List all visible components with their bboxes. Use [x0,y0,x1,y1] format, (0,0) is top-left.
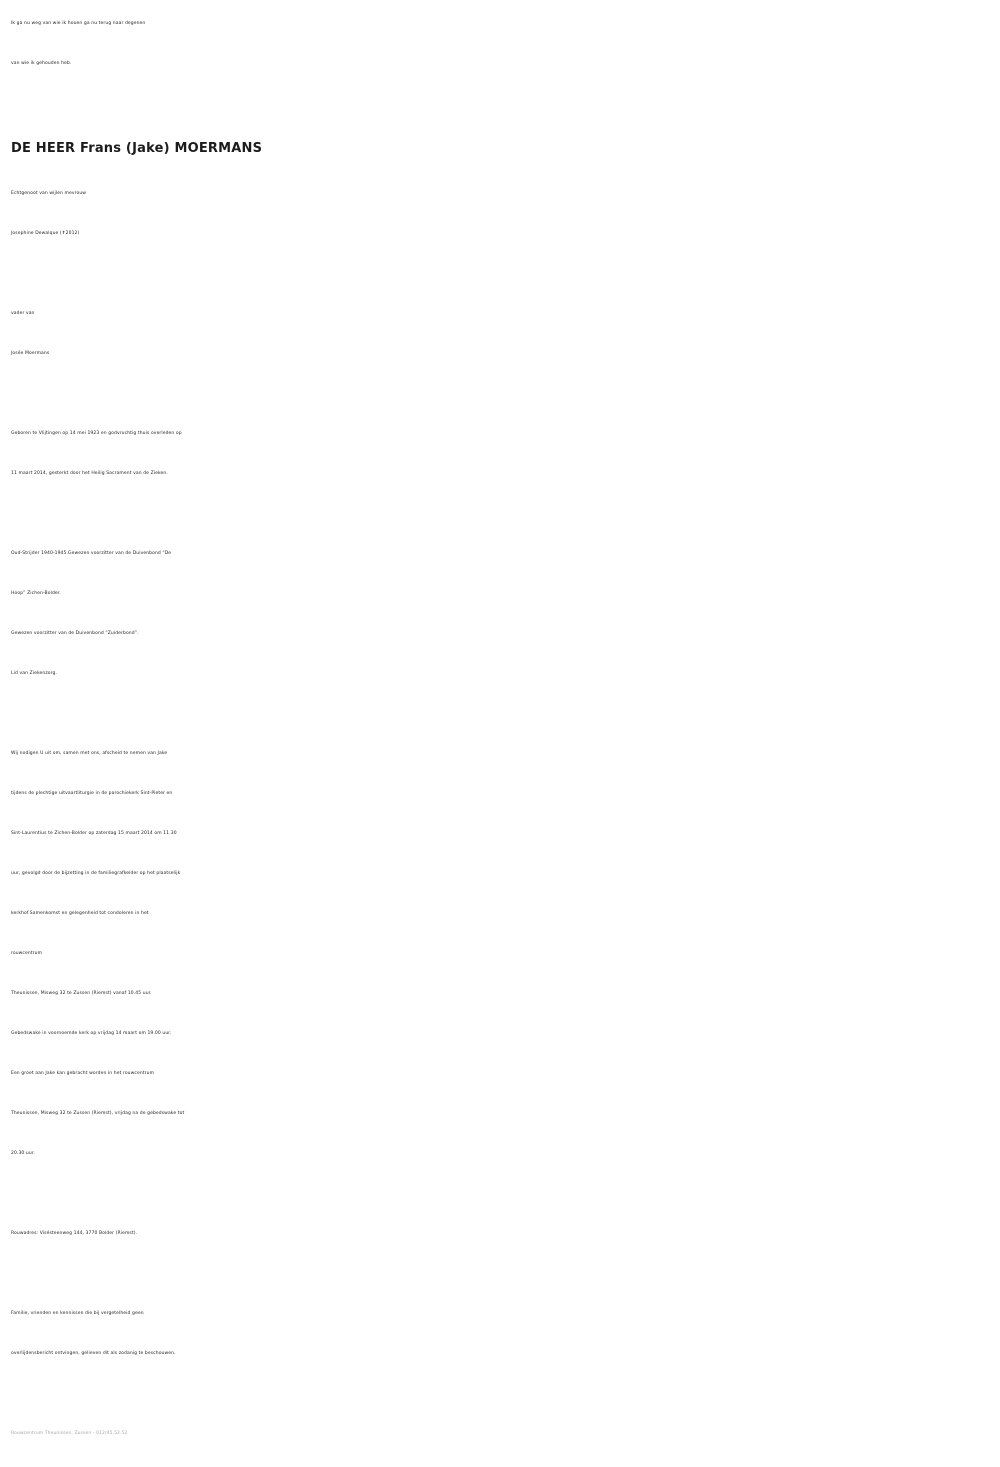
spacer [11,374,996,414]
notice-line: Familie, vrienden en kennissen die bij vergetelheid geen [11,1311,144,1316]
spouse-line: Echtgenoot van wijlen mevrouw [11,191,87,196]
spacer [11,1174,996,1214]
bio-line: Gewezen voorzitter van de Duivenbond “Zuiderbond”. [11,631,139,636]
funeral-line: rouwcentrum [11,951,43,956]
children-section [11,294,996,374]
birth-death-line: Geboren te Vlijtingen op 14 mei 1923 en godvruchtig thuis overleden op [11,431,182,436]
bio-section [11,534,996,694]
funeral-line: Theunissen, Misweg 32 te Zussen (Riemst) vanaf 10.45 uur. [11,991,152,996]
child-name: Josée Moermans [11,351,50,356]
funeral-line: tijdens de plechtige uitvaartliturgie in de parochiekerk Sint-Pieter en [11,791,173,796]
funeral-line: Gebedswake in voornoemde kerk op vrijdag 14 maart om 19.00 uur. [11,1031,172,1036]
birth-death-line: 11 maart 2014, gesterkt door het Heilig Sacrament van de Zieken. [11,471,168,476]
deceased-name: DE HEER Frans (Jake) MOERMANS [11,141,263,156]
motto-line: van wie ik gehouden heb. [11,61,72,66]
funeral-line: 20.30 uur. [11,1151,35,1156]
bio-line: Lid van Ziekenzorg. [11,671,57,676]
funeral-line: Wij nodigen U uit om, samen met ons, afscheid te nemen van Jake [11,751,168,756]
spacer [11,694,996,734]
obituary-document [11,4,996,1454]
motto [11,4,996,84]
children-label: vader van [11,311,35,316]
funeral-section [11,734,996,1174]
funeral-line: Sint-Laurentius te Zichen-Bolder op zaterdag 15 maart 2014 om 11.30 [11,831,177,836]
funeral-line: uur, gevolgd door de bijzetting in de familiegrafkelder op het plaatselijk [11,871,181,876]
spouse-line: Josephine Dewalque (✝2012) [11,231,80,236]
funeral-line: kerkhof.Samenkomst en gelegenheid tot condoleren in het [11,911,149,916]
bio-line: Hoop” Zichen-Bolder. [11,591,61,596]
funeral-line: Theunissen, Misweg 32 te Zussen (Riemst), vrijdag na de gebedswake tot [11,1111,185,1116]
spacer [11,254,996,294]
funeral-line: Een groet aan Jake kan gebracht worden in het rouwcentrum [11,1071,155,1076]
funeral-home-footer: Rouwcentrum Theunissen, Zussen - 012/45.52.52 [11,1431,128,1436]
spacer [11,1254,996,1294]
bio-line: Oud-Strijder 1940-1945.Gewezen voorzitter van de Duivenbond “De [11,551,172,556]
motto-line: Ik ga nu weg van wie ik houen ga nu terug naar degenen [11,21,146,26]
spouse-section [11,174,996,254]
address-section [11,1214,996,1254]
notice-section [11,1294,996,1374]
spacer [11,1374,996,1414]
spacer [11,494,996,534]
notice-line: overlijdensbericht ontvingen, gelieven dit als zodanig te beschouwen. [11,1351,176,1356]
birth-death-section [11,414,996,494]
mourning-address: Rouwadres: Visésteenweg 144, 3770 Bolder (Riemst). [11,1231,138,1236]
